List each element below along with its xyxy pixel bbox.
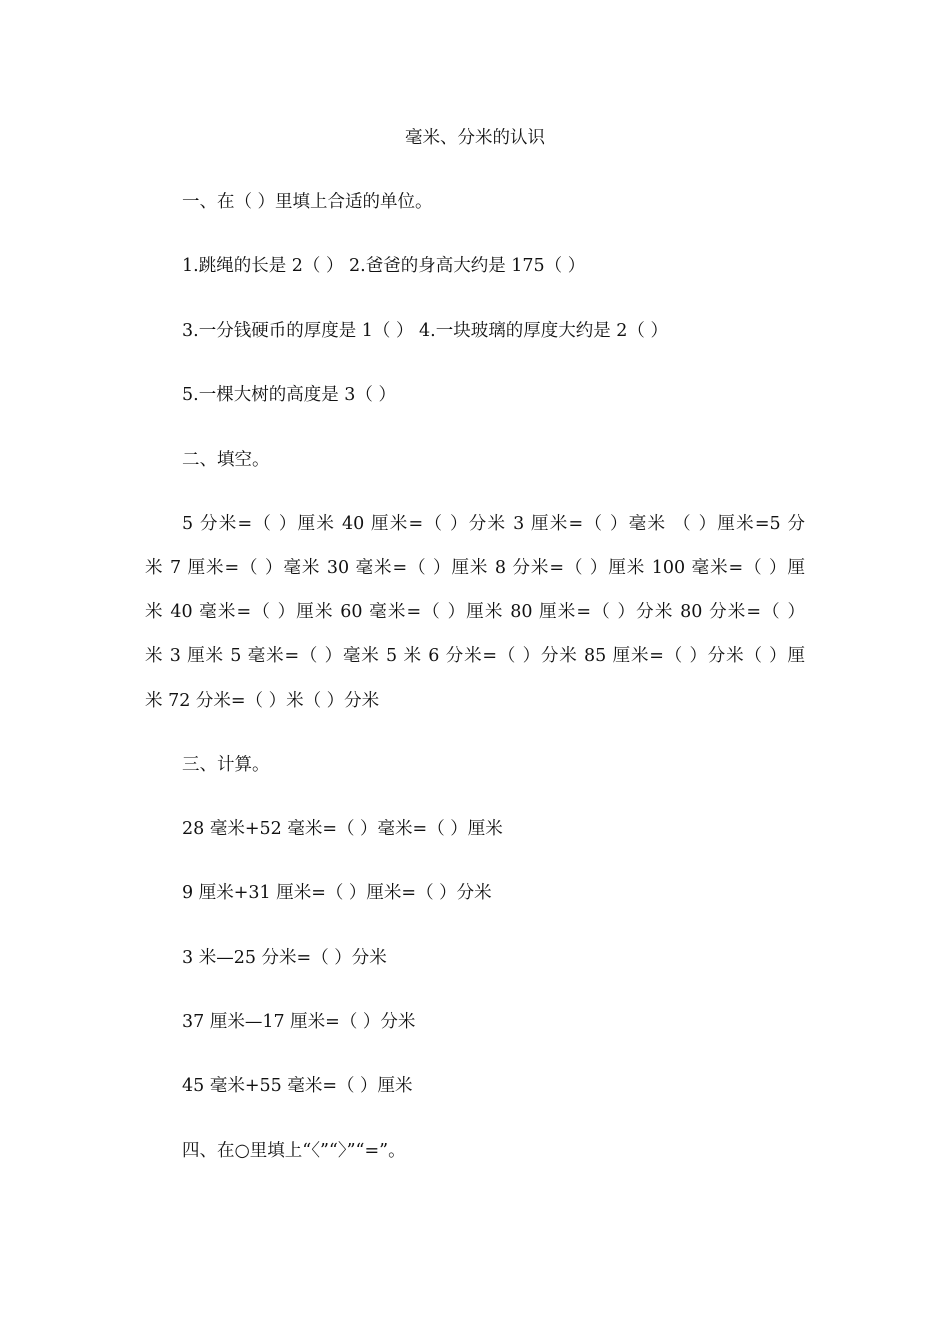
section-2-line: 米 7 厘米=（ ）毫米 30 毫米=（ ）厘米 8 分米=（ ）厘米 100 毫米=（ ）厘 [145, 558, 805, 578]
section-2-line: 米 72 分米=（ ）米（ ）分米 [145, 691, 380, 711]
section-3-item: 45 毫米+55 毫米=（ ）厘米 [182, 1076, 413, 1096]
section-2-line: 米 40 毫米=（ ）厘米 60 毫米=（ ）厘米 80 厘米=（ ）分米 80 分米=（ ） [145, 602, 805, 622]
section-1-item: 1.跳绳的长是 2（ ） 2.爸爸的身高大约是 175（ ） [182, 256, 586, 276]
section-3-item: 28 毫米+52 毫米=（ ）毫米=（ ）厘米 [182, 819, 503, 839]
section-3-item: 9 厘米+31 厘米=（ ）厘米=（ ）分米 [182, 883, 492, 903]
section-4-heading: 四、在○里填上“〈”“〉”“=”。 [182, 1141, 406, 1161]
section-1-item: 5.一棵大树的高度是 3（ ） [182, 385, 396, 405]
page-title: 毫米、分米的认识 [405, 128, 545, 148]
section-2-line: 5 分米=（ ）厘米 40 厘米=（ ）分米 3 厘米=（ ）毫米 （ ）厘米=5 分 [182, 514, 805, 534]
section-1-heading: 一、在（ ）里填上合适的单位。 [182, 192, 433, 212]
section-1-item: 3.一分钱硬币的厚度是 1（ ） 4.一块玻璃的厚度大约是 2（ ） [182, 321, 668, 341]
section-3-item: 3 米—25 分米=（ ）分米 [182, 948, 387, 968]
section-3-heading: 三、计算。 [182, 755, 270, 775]
section-2-heading: 二、填空。 [182, 450, 270, 470]
section-3-item: 37 厘米—17 厘米=（ ）分米 [182, 1012, 416, 1032]
section-2-line: 米 3 厘米 5 毫米=（ ）毫米 5 米 6 分米=（ ）分米 85 厘米=（ ）分米（ ）厘 [145, 646, 805, 666]
